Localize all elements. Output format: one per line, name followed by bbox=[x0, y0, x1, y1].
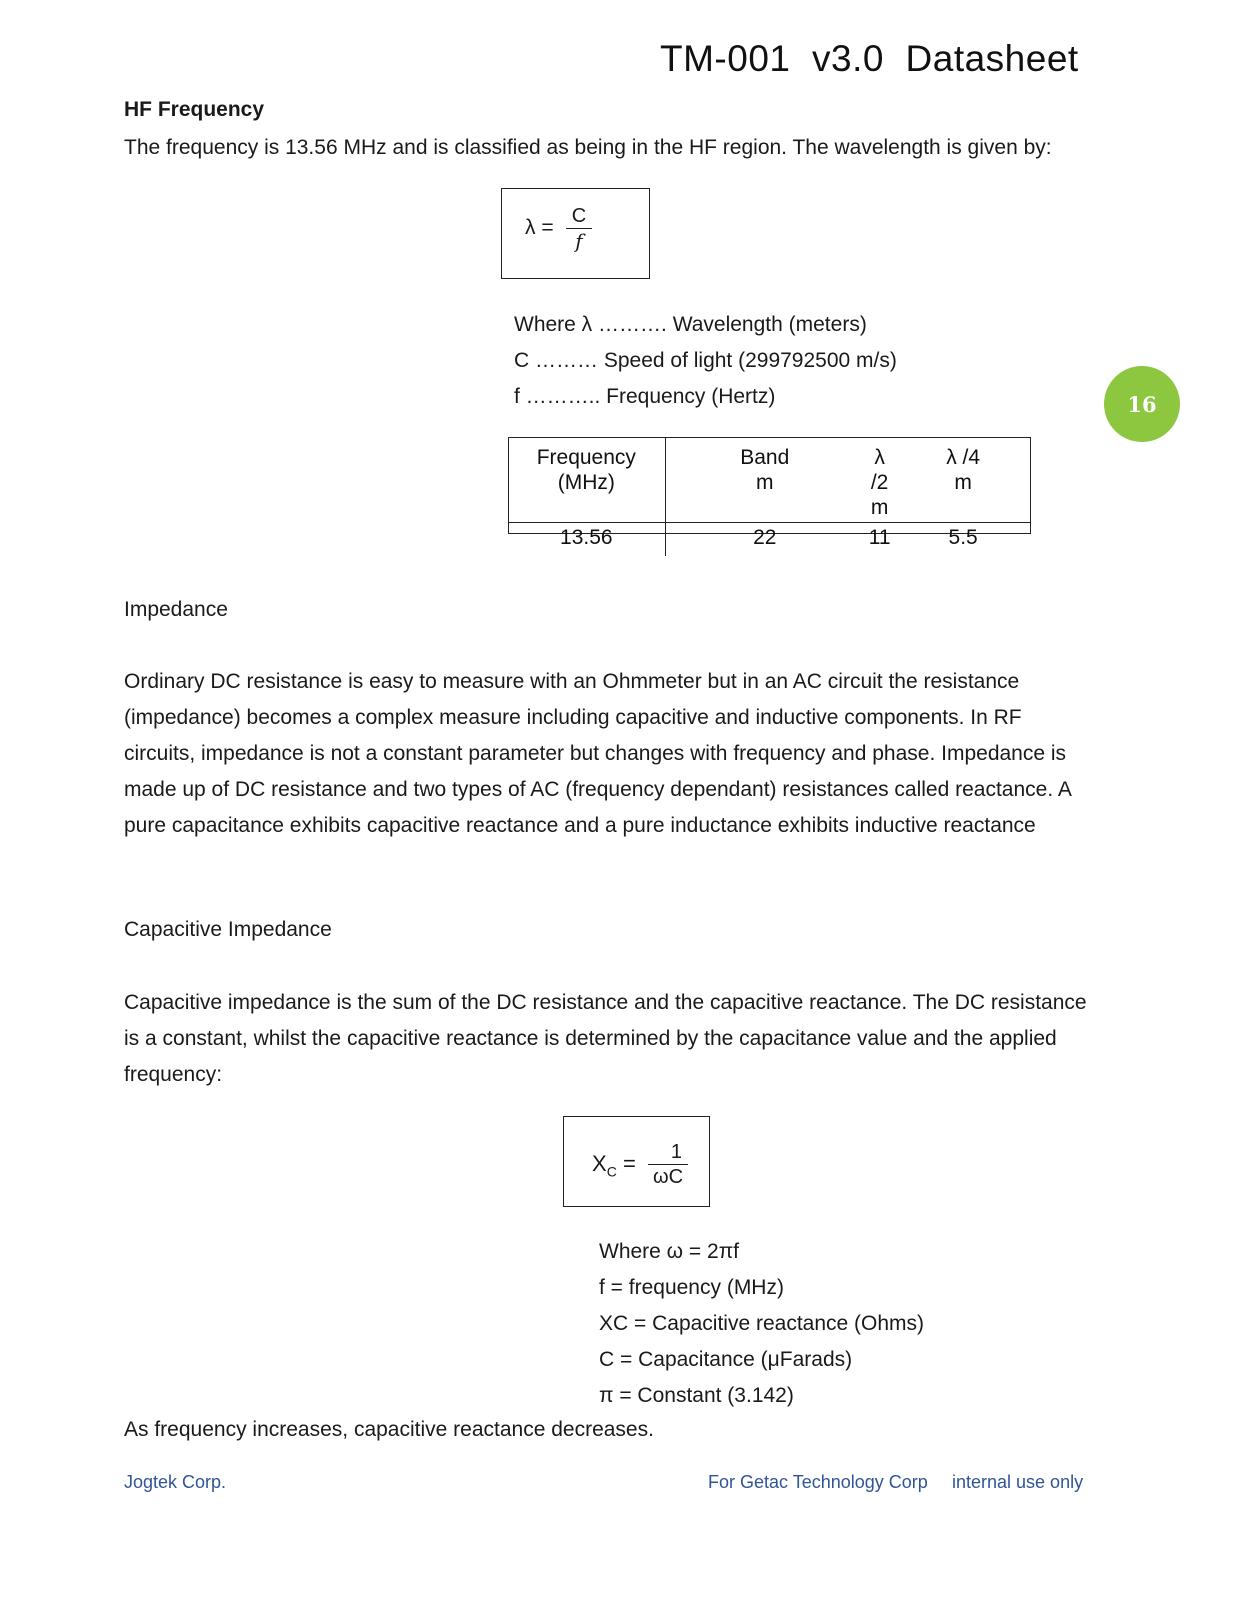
frequency-table bbox=[508, 437, 1031, 556]
section-heading-hf-frequency: HF Frequency bbox=[124, 98, 265, 121]
fraction-numerator: C bbox=[571, 205, 587, 227]
wavelength-formula-box bbox=[501, 188, 650, 279]
reactance-formula-box bbox=[563, 1116, 710, 1207]
capacitive-conclusion: As frequency increases, capacitive reactance decreases. bbox=[124, 1418, 654, 1441]
definition-line: XC = Capacitive reactance (Ohms) bbox=[599, 1312, 925, 1335]
header-line: Band bbox=[740, 446, 790, 469]
table-header-cell bbox=[508, 437, 665, 523]
definition-line: C = Capacitance (μFarads) bbox=[599, 1348, 853, 1371]
document-title: TM-001 v3.0 Datasheet bbox=[660, 38, 1079, 79]
section-heading-capacitive-impedance: Capacitive Impedance bbox=[124, 918, 332, 941]
footer-usage-note: internal use only bbox=[952, 1472, 1084, 1492]
header-line: m bbox=[954, 471, 972, 494]
header-line: λ /2 bbox=[870, 446, 889, 494]
capacitive-paragraph: Capacitive impedance is the sum of the DC resistance and the capacitive reactance. The DC resistance is a constant, whilst the capacitive reactance is determined by the capacitance value and the applied frequency: bbox=[124, 991, 1087, 1086]
footer-company: Jogtek Corp. bbox=[124, 1472, 227, 1492]
header-line: λ /4 bbox=[946, 446, 981, 469]
header-line: m bbox=[756, 471, 774, 494]
header-line: m bbox=[870, 496, 889, 519]
fraction-denominator: f bbox=[575, 229, 583, 253]
table-header-row bbox=[508, 437, 1031, 523]
formula-equals: = bbox=[622, 1151, 636, 1176]
formula-lhs bbox=[592, 1151, 636, 1179]
definition-line: π = Constant (3.142) bbox=[599, 1384, 794, 1407]
fraction-numerator: 1 bbox=[670, 1141, 682, 1163]
definition-line: f ……….. Frequency (Hertz) bbox=[514, 385, 776, 408]
reactance-fraction bbox=[648, 1141, 688, 1188]
definition-line: f = frequency (MHz) bbox=[599, 1276, 784, 1299]
definition-line: Where ω = 2πf bbox=[599, 1240, 740, 1263]
hf-intro-paragraph: The frequency is 13.56 MHz and is classified as being in the HF region. The wavelength is given by: bbox=[124, 136, 1052, 159]
reactance-definitions bbox=[599, 1234, 924, 1414]
table-row bbox=[508, 523, 1031, 557]
section-heading-impedance: Impedance bbox=[124, 598, 228, 621]
page-number: 16 bbox=[1127, 391, 1157, 417]
table-header-cell bbox=[864, 437, 895, 523]
formula-lhs-main: X bbox=[592, 1151, 607, 1176]
table-cell: 11 bbox=[868, 526, 891, 549]
fraction-bar bbox=[648, 1164, 688, 1165]
table-header-cell bbox=[895, 437, 1031, 523]
wavelength-fraction bbox=[566, 205, 592, 252]
table-cell: 13.56 bbox=[508, 523, 665, 557]
wavelength-definitions bbox=[514, 307, 897, 415]
header-line: (MHz) bbox=[557, 471, 615, 494]
table-cell: 22 bbox=[753, 526, 777, 549]
header-line: Frequency bbox=[536, 446, 636, 469]
impedance-paragraph: Ordinary DC resistance is easy to measure with an Ohmmeter but in an AC circuit the resistance (impedance) becomes a complex measure including capacitive and inductive components. In RF circuits, impedance is not a constant parameter but changes with frequency and phase. Impedance is made up of DC resistance and two types of AC (frequency dependant) resistances called reactance. A pure capacitance exhibits capacitive reactance and a pure inductance exhibits inductive reactance bbox=[124, 670, 1071, 837]
table-header-cell bbox=[665, 437, 864, 523]
page-number-badge bbox=[1104, 366, 1180, 442]
fraction-denominator: ωC bbox=[652, 1166, 684, 1188]
definition-line: C ……… Speed of light (299792500 m/s) bbox=[514, 349, 897, 372]
formula-lhs-subscript: C bbox=[606, 1163, 617, 1180]
formula-lhs: λ = bbox=[525, 216, 554, 239]
table-cell: 5.5 bbox=[948, 526, 978, 549]
definition-line: Where λ ………. Wavelength (meters) bbox=[514, 313, 867, 336]
footer-client: For Getac Technology Corp bbox=[708, 1472, 928, 1492]
